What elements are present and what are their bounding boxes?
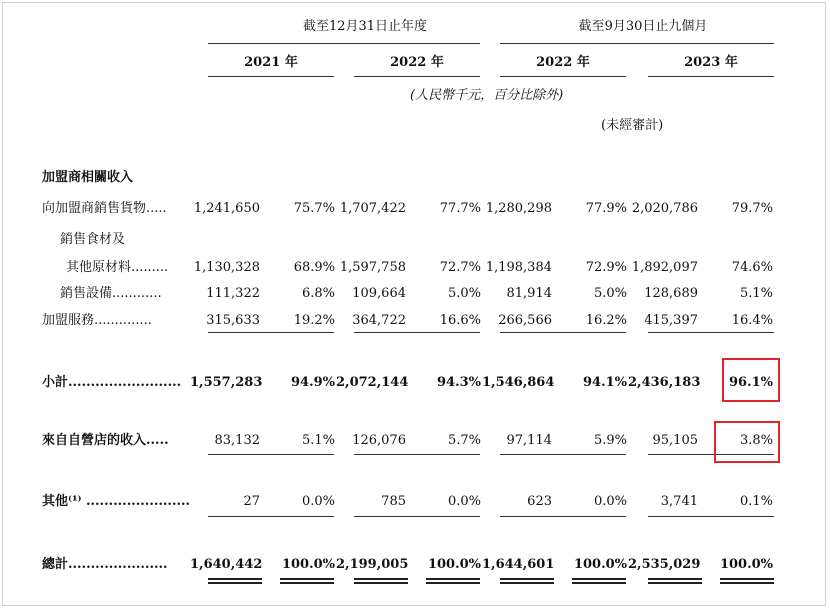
table-cell: 5.0% — [447, 286, 481, 301]
table-cell: 109,664 — [352, 286, 406, 301]
table-cell: 72.7% — [439, 260, 481, 275]
subtotal-rule — [208, 332, 334, 333]
table-cell: 5.1% — [739, 286, 773, 301]
table-cell: 100.0% — [281, 557, 335, 572]
period-nine-months: 截至9月30日止九個月 — [578, 19, 708, 34]
table-cell: 785 — [381, 494, 406, 509]
row-rule — [500, 516, 626, 517]
total-double-rule — [208, 582, 262, 584]
table-cell: 81,914 — [506, 286, 552, 301]
total-double-rule — [572, 582, 626, 584]
row-label: 銷售設備............ — [60, 286, 162, 301]
row-label: 其他⁽¹⁾ ....................... — [42, 494, 191, 509]
total-double-rule — [720, 582, 774, 584]
year-2022-fy: 2022 年 — [390, 55, 444, 70]
table-cell: 2,072,144 — [336, 375, 409, 390]
table-cell: 315,633 — [206, 313, 260, 328]
highlight-box-subtotal-2023 — [722, 358, 780, 402]
total-double-rule — [354, 582, 408, 584]
row-rule — [648, 516, 774, 517]
total-double-rule — [280, 578, 334, 580]
table-cell: 1,130,328 — [193, 260, 260, 275]
period-full-year: 截至12月31日止年度 — [302, 19, 428, 34]
year-2021: 2021 年 — [244, 55, 298, 70]
table-cell: 1,546,864 — [482, 375, 555, 390]
total-double-rule — [354, 578, 408, 580]
table-cell: 6.8% — [301, 286, 335, 301]
unaudited-note: (未經審計) — [601, 118, 664, 133]
table-cell: 77.9% — [585, 201, 627, 216]
year-rule-2022-fy — [354, 76, 480, 77]
table-cell: 72.9% — [585, 260, 627, 275]
table-cell: 16.2% — [585, 313, 627, 328]
unit-note: (人民幣千元，百分比除外) — [410, 88, 564, 103]
year-2022-9m: 2022 年 — [536, 55, 590, 70]
row-label: 加盟服務.............. — [42, 313, 152, 328]
table-cell: 79.7% — [731, 201, 773, 216]
total-double-rule — [720, 578, 774, 580]
table-cell: 95,105 — [652, 433, 698, 448]
table-cell: 83,132 — [214, 433, 260, 448]
table-cell: 1,280,298 — [485, 201, 552, 216]
row-rule — [208, 454, 334, 455]
total-double-rule — [648, 582, 702, 584]
table-cell: 96.1% — [728, 375, 773, 390]
subtotal-rule — [354, 332, 480, 333]
table-cell: 100.0% — [427, 557, 481, 572]
table-cell: 27 — [243, 494, 260, 509]
table-cell: 74.6% — [731, 260, 773, 275]
table-cell: 3,741 — [660, 494, 698, 509]
section-title: 加盟商相關收入 — [42, 170, 134, 185]
table-cell: 2,535,029 — [628, 557, 701, 572]
header-rule-fy — [208, 43, 480, 44]
table-cell: 2,020,786 — [631, 201, 698, 216]
table-cell: 16.4% — [731, 313, 773, 328]
subtotal-rule — [648, 332, 774, 333]
row-rule — [354, 454, 480, 455]
table-cell: 0.1% — [739, 494, 773, 509]
total-double-rule — [280, 582, 334, 584]
table-cell: 111,322 — [206, 286, 260, 301]
table-cell: 75.7% — [293, 201, 335, 216]
table-cell: 100.0% — [573, 557, 627, 572]
year-2023-9m: 2023 年 — [684, 55, 738, 70]
table-cell: 2,436,183 — [628, 375, 701, 390]
table-cell: 1,241,650 — [193, 201, 260, 216]
table-cell: 128,689 — [644, 286, 698, 301]
total-double-rule — [426, 578, 480, 580]
table-cell: 0.0% — [447, 494, 481, 509]
table-cell: 94.1% — [582, 375, 627, 390]
table-cell: 0.0% — [593, 494, 627, 509]
table-cell: 94.3% — [436, 375, 481, 390]
table-cell: 1,892,097 — [631, 260, 698, 275]
highlight-box-selfstore-2023 — [714, 421, 780, 463]
table-cell: 19.2% — [293, 313, 335, 328]
table-cell: 5.9% — [593, 433, 627, 448]
table-cell: 1,198,384 — [485, 260, 552, 275]
year-rule-2021 — [208, 76, 334, 77]
row-label: 銷售食材及 — [60, 232, 126, 247]
total-double-rule — [208, 578, 262, 580]
year-rule-2023-9m — [648, 76, 774, 77]
table-cell: 5.0% — [593, 286, 627, 301]
table-cell: 3.8% — [739, 433, 773, 448]
table-cell: 5.1% — [301, 433, 335, 448]
total-double-rule — [648, 578, 702, 580]
table-cell: 623 — [527, 494, 552, 509]
table-cell: 1,707,422 — [339, 201, 406, 216]
table-cell: 0.0% — [301, 494, 335, 509]
table-cell: 126,076 — [352, 433, 406, 448]
subtotal-rule — [500, 332, 626, 333]
row-label: 其他原材料......... — [66, 260, 169, 275]
row-rule — [500, 454, 626, 455]
total-double-rule — [572, 578, 626, 580]
row-label: 小計......................... — [42, 375, 182, 390]
table-cell: 364,722 — [352, 313, 406, 328]
table-cell: 2,199,005 — [336, 557, 409, 572]
table-cell: 266,566 — [498, 313, 552, 328]
table-cell: 16.6% — [439, 313, 481, 328]
table-cell: 1,644,601 — [482, 557, 555, 572]
total-double-rule — [500, 578, 554, 580]
table-cell: 100.0% — [719, 557, 773, 572]
table-cell: 5.7% — [447, 433, 481, 448]
row-label: 向加盟商銷售貨物..... — [42, 201, 167, 216]
table-cell: 415,397 — [644, 313, 698, 328]
row-rule — [208, 516, 334, 517]
year-rule-2022-9m — [500, 76, 626, 77]
total-double-rule — [500, 582, 554, 584]
row-label: 總計...................... — [42, 557, 168, 572]
table-cell: 68.9% — [293, 260, 335, 275]
total-double-rule — [426, 582, 480, 584]
header-rule-9m — [500, 43, 774, 44]
table-cell: 77.7% — [439, 201, 481, 216]
table-cell: 97,114 — [506, 433, 552, 448]
table-cell: 1,557,283 — [190, 375, 263, 390]
table-cell: 1,640,442 — [190, 557, 263, 572]
row-rule — [354, 516, 480, 517]
row-label: 來自自營店的收入..... — [42, 433, 169, 448]
table-cell: 1,597,758 — [339, 260, 406, 275]
table-cell: 94.9% — [290, 375, 335, 390]
